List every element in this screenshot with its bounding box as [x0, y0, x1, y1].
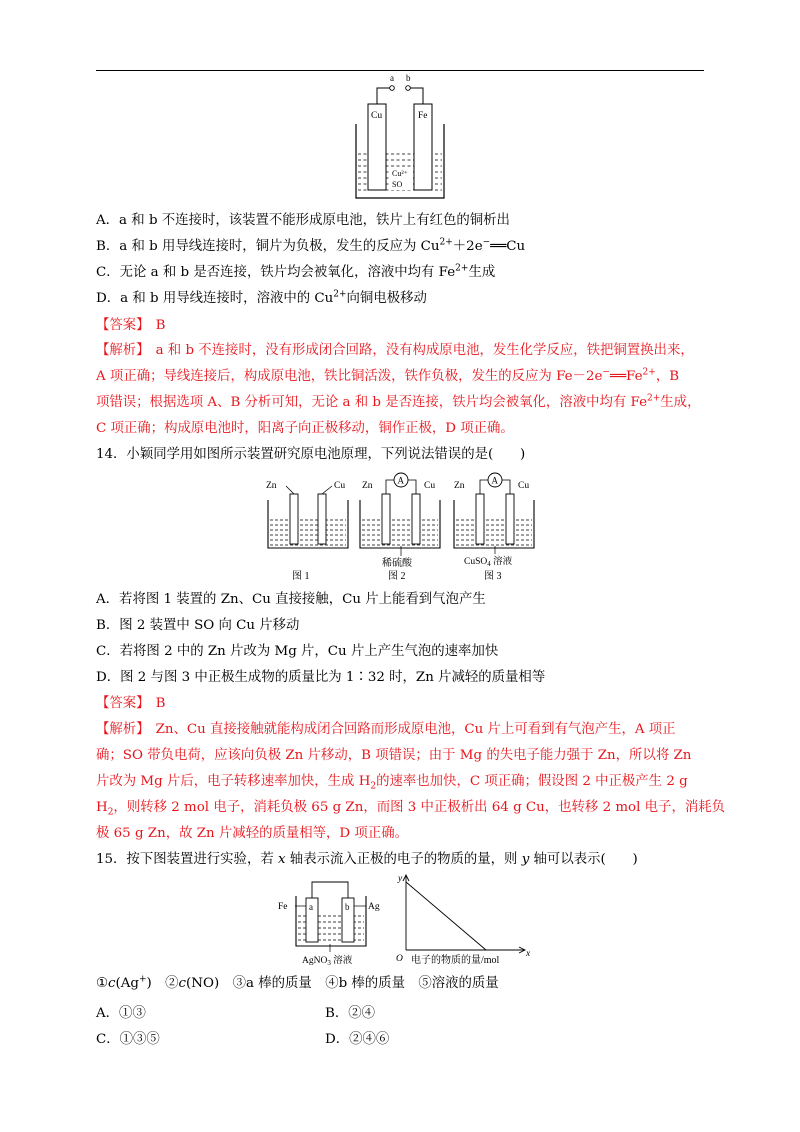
- choice-1-num: ①: [96, 976, 109, 991]
- fig3-cu-label: Cu: [518, 481, 530, 491]
- q13-analysis-sup-3: 2+: [647, 393, 661, 404]
- q13-analysis-line-4: C 项正确；构成原电池时，阳离子向正极移动，铜作正极，D 项正确。: [96, 421, 514, 436]
- fig2-ammeter-label: A: [397, 475, 404, 486]
- q14-option-b: B．图 2 装置中 SO 向 Cu 片移动: [96, 618, 300, 633]
- q13-answer-value: B: [155, 318, 166, 333]
- q14-analysis-sub-4: 2: [107, 807, 114, 818]
- q13-option-c-sup: 2+: [455, 263, 469, 274]
- fig1-cu-label: Cu: [334, 481, 346, 491]
- terminal-a-label: a: [390, 73, 394, 83]
- fe-label: Fe: [278, 902, 288, 912]
- q14-answer-value: B: [155, 696, 166, 711]
- fig3-ammeter-label: A: [491, 475, 498, 486]
- electrode-fe-label: Fe: [418, 111, 428, 121]
- agno3-pre: AgNO: [302, 956, 328, 966]
- q15-stem: [96, 851, 638, 869]
- choice-3: ③a 棒的质量: [232, 976, 312, 991]
- q14-analysis-text-1: Zn、Cu 直接接触就能构成闭合回路而形成原电池，Cu 片上可看到有气泡产生，A 项正: [155, 722, 676, 737]
- electrode-cu-label: Cu: [371, 111, 383, 121]
- q13-option-b-post: ══Cu: [490, 239, 526, 254]
- choice-4: ④b 棒的质量: [325, 976, 405, 991]
- q13-analysis-line-3: [96, 394, 700, 412]
- q13-answer: [96, 317, 165, 335]
- q13-analysis-mid-2: ══Fe: [609, 369, 643, 384]
- header-rule: [96, 70, 704, 71]
- q15-graph: [396, 874, 531, 966]
- fig2-cell: [360, 473, 440, 569]
- agno3-post: 溶液: [330, 956, 353, 966]
- choice-2-text: (NO): [186, 976, 220, 991]
- q13-analysis-text-3: 项错误；根据选项 A、B 分析可知，无论 a 和 b 是否连接，铁片均会被氧化，溶液中均有 Fe: [96, 395, 648, 410]
- q14-analysis-line-5: 极 65 g Zn，故 Zn 片减轻的质量相等，D 项正确。: [96, 826, 408, 841]
- q13-option-c-post: 生成: [468, 265, 496, 280]
- q15-stem-pre: 15．按下图装置进行实验，若: [96, 852, 278, 867]
- q13-analysis-label: 【解析】: [96, 343, 150, 358]
- ion-so4-label: SO: [392, 180, 403, 189]
- q13-cell-figure: [350, 72, 450, 202]
- q13-option-b-sup2: −: [482, 237, 491, 248]
- q14-analysis-line-3: [96, 773, 688, 791]
- fig3-solution-sub: 4: [487, 560, 491, 568]
- fig3-solution-label: [464, 555, 513, 568]
- q13-option-d-post: 向铜电极移动: [346, 291, 427, 306]
- graph-y-axis-label: y: [398, 874, 403, 884]
- q14-option-d: D．图 2 与图 3 中正极生成物的质量比为 1∶32 时，Zn 片减轻的质量相等: [96, 670, 546, 685]
- electrode-b-label: b: [345, 902, 350, 912]
- agno3-label: [302, 954, 353, 967]
- choice-1-c: c: [108, 976, 116, 991]
- q14-cells-figure: [262, 470, 542, 582]
- q14-analysis-post-4: ，则转移 2 mol 电子，消耗负极 65 g Zn，而图 3 中正极析出 64 g Cu，也转移 2 mol 电子，消耗负: [113, 800, 726, 815]
- graph-x-axis-label: x: [526, 949, 531, 959]
- q14-analysis-text-4: H: [96, 800, 108, 815]
- q13-option-d-sup: 2+: [333, 289, 347, 300]
- fig3-solution-pre: CuSO: [464, 557, 488, 567]
- q15-stem-y: y: [521, 852, 530, 867]
- ag-label: Ag: [368, 902, 380, 912]
- q13-option-b-text: B．a 和 b 用导线连接时，铜片为负极，发生的反应为 Cu: [96, 239, 440, 254]
- fig3-caption: 图 3: [484, 571, 502, 582]
- q15-figure: [276, 872, 536, 968]
- q13-analysis-sup-1: −: [602, 367, 610, 378]
- q13-option-a: A．a 和 b 不连接时，该装置不能形成原电池，铁片上有红色的铜析出: [96, 213, 510, 228]
- q14-analysis-sub-3: 2: [370, 781, 377, 792]
- choice-1-text: (Ag: [115, 976, 139, 991]
- choice-2-c: c: [178, 976, 187, 991]
- q15-option-d: D．②④⑥: [325, 1032, 390, 1047]
- terminal-b-label: b: [406, 73, 411, 83]
- q15-stem-x: x: [277, 852, 286, 867]
- q15-cell: [278, 882, 380, 967]
- q13-option-b: [96, 238, 525, 256]
- q13-option-b-mid: ＋2e: [452, 239, 483, 254]
- fig2-zn-label: Zn: [362, 481, 373, 491]
- q14-analysis-line-1: [96, 721, 676, 739]
- q14-option-a: A．若将图 1 装置的 Zn、Cu 直接接触，Cu 片上能看到气泡产生: [96, 592, 486, 607]
- q13-option-c-text: C．无论 a 和 b 是否连接，铁片均会被氧化，溶液中均有 Fe: [96, 265, 456, 280]
- q14-option-c: C．若将图 2 中的 Zn 片改为 Mg 片，Cu 片上产生气泡的速率加快: [96, 644, 499, 659]
- fig1-caption: 图 1: [292, 571, 310, 582]
- q13-option-b-sup1: 2+: [439, 237, 453, 248]
- q14-analysis-text-3: 片改为 Mg 片后，电子转移速率加快，生成 H: [96, 774, 371, 789]
- fig1-cell: [266, 481, 348, 548]
- q13-analysis-sup-2: 2+: [642, 367, 656, 378]
- fig1-zn-label: Zn: [266, 481, 277, 491]
- q13-answer-label: 【答案】: [96, 318, 150, 333]
- fig3-cell: [454, 473, 534, 568]
- choice-5: ⑤溶液的质量: [418, 976, 499, 991]
- q15-option-b: B．②④: [325, 1006, 376, 1021]
- q14-analysis-line-2: 确；SO 带负电荷，应该向负极 Zn 片移动，B 项错误；由于 Mg 的失电子能力强于 Zn，所以将 Zn: [96, 748, 692, 763]
- fig2-solution-label: 稀硫酸: [382, 558, 412, 569]
- q13-analysis-post-2: ，B: [655, 369, 680, 384]
- q14-analysis-post-3: 的速率也加快，C 项正确；假设图 2 中正极产生 2 g: [376, 774, 688, 789]
- fig3-zn-label: Zn: [454, 481, 465, 491]
- electrode-a-label: a: [309, 902, 313, 912]
- q15-option-a: A．①③: [96, 1006, 146, 1021]
- fig2-cu-label: Cu: [424, 481, 436, 491]
- q14-analysis-line-4: [96, 799, 725, 817]
- ion-cu-label: Cu²⁺: [392, 169, 408, 178]
- choice-1-sup: +: [138, 974, 147, 985]
- q13-analysis-text-1: a 和 b 不连接时，没有形成闭合回路，没有构成原电池，发生化学反应，铁把铜置换出来，: [155, 343, 694, 358]
- q15-stem-mid: 轴表示流入正极的电子的物质的量，则: [285, 852, 522, 867]
- q13-analysis-line-1: [96, 342, 694, 360]
- q13-option-c: [96, 264, 495, 282]
- q13-option-d: [96, 290, 427, 308]
- q13-analysis-line-2: [96, 368, 679, 386]
- q13-option-d-text: D．a 和 b 用导线连接时，溶液中的 Cu: [96, 291, 334, 306]
- choice-2-num: ②: [165, 976, 179, 991]
- q13-analysis-post-3: 生成，: [660, 395, 701, 410]
- graph-origin-label: O: [396, 954, 403, 964]
- fig2-caption: 图 2: [388, 571, 406, 582]
- q14-analysis-label: 【解析】: [96, 722, 150, 737]
- q15-option-c: C．①③⑤: [96, 1032, 160, 1047]
- q14-answer: [96, 695, 165, 713]
- q14-stem: 14．小颖同学用如图所示装置研究原电池原理，下列说法错误的是( ): [96, 447, 526, 462]
- q15-choices: [96, 975, 499, 993]
- q14-answer-label: 【答案】: [96, 696, 150, 711]
- q13-analysis-text-2: A 项正确；导线连接后，构成原电池，铁比铜活泼，铁作负极，发生的反应为 Fe－2e: [96, 369, 603, 384]
- graph-x-title: 电子的物质的量/mol: [411, 955, 500, 966]
- choice-1-end: ): [146, 976, 152, 991]
- agno3-sub: 3: [327, 959, 331, 967]
- q15-stem-post: 轴可以表示( ): [529, 852, 638, 867]
- fig3-solution-post: 溶液: [490, 557, 513, 567]
